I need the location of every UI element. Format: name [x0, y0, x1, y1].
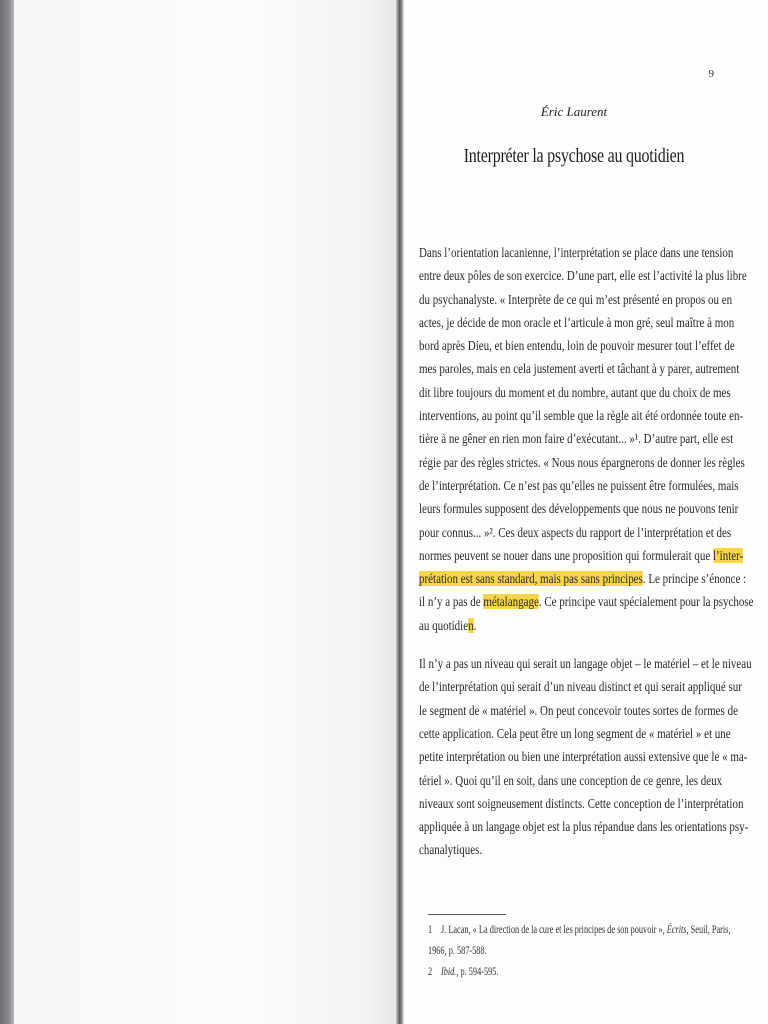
highlighted-text: prétation est sans standard, mais pas sans principes [419, 571, 643, 587]
text-line: leurs formules supposent des développements que nous ne pouvons tenir [419, 501, 739, 517]
text-line: du psychanalyste. « Interprète de ce qui m’est présenté en propos ou en [419, 291, 733, 307]
author-name: Éric Laurent [540, 104, 608, 119]
text-line: appliquée à un langage objet est la plus répandue dans les orientations psy- [419, 819, 749, 835]
line-text: au quotidie [419, 617, 469, 633]
line-text: . Le principe s’énonce : [642, 571, 747, 587]
text-line: interventions, au point qu’il semble que la règle ait été ordonnée toute en- [419, 408, 744, 424]
highlighted-text: l’inter- [712, 547, 744, 563]
text-line: de l’interprétation qui serait d’un niveau distinct et qui serait appliqué sur [419, 679, 742, 695]
line-text: . [473, 617, 477, 633]
paragraph-2 [419, 652, 752, 862]
text-line: petite interprétation ou bien une interprétation aussi extensive que le « ma- [419, 749, 748, 765]
left-page-blank [14, 0, 398, 1024]
text-line: actes, je décide de mon oracle et l’articule à mon gré, seul maître à mon [419, 314, 735, 330]
text-line: Dans l’orientation lacanienne, l’interprétation se place dans une tension [419, 245, 734, 260]
footnote-divider [428, 914, 506, 915]
text-line: cette application. Cela peut être un long segment de « matériel » et une [419, 725, 731, 741]
text-line [419, 614, 717, 637]
text-line: le segment de « matériel ». On peut concevoir toutes sortes de formes de [419, 702, 738, 718]
text-line: tière à ne gêner en rien mon faire d’exécutant... »¹. D’autre part, elle est [419, 431, 734, 447]
paragraph-1 [419, 241, 754, 637]
line-text: il n’y a pas de [419, 594, 484, 610]
text-line [419, 567, 747, 590]
footnote-italic: Ibid. [440, 966, 457, 978]
text-line: pour connus... »². Ces deux aspects du rapport de l’interprétation et des [419, 524, 732, 540]
footnote-2 [428, 962, 690, 983]
text-line: niveaux sont soigneusement distincts. Cette conception de l’interprétation [419, 795, 744, 811]
chapter-title: Interpréter la psychose au quotidien [463, 145, 685, 167]
text-line [419, 590, 754, 613]
footnote-number: 2 [428, 966, 433, 978]
text-line: bord après Dieu, et bien entendu, loin de pouvoir mesurer tout l’effet de [419, 338, 735, 354]
footnote-number: 1 [428, 924, 433, 936]
highlighted-text: métalangage [483, 594, 539, 610]
text-line: Il n’y a pas un niveau qui serait un langage objet – le matériel – et le niveau [419, 656, 752, 672]
highlighted-text: n [468, 617, 474, 633]
book-gutter [396, 0, 404, 1024]
body-text [419, 241, 754, 862]
text-line: mes paroles, mais en cela justement averti et tâchant à y parer, autrement [419, 361, 740, 377]
text-line: tériel ». Quoi qu’il en soit, dans une conception de ce genre, les deux [419, 772, 723, 788]
footnote-text: , p. 594-595. [456, 966, 499, 978]
line-text: normes peuvent se nouer dans une proposition qui formulerait que [419, 547, 713, 563]
text-line: de l’interprétation. Ce n’est pas qu’elles ne puissent être formulées, mais [419, 477, 739, 493]
text-line: chanalytiques. [419, 842, 483, 858]
line-text: . Ce principe vaut spécialement pour la psychose [538, 594, 754, 610]
footnote-text: J. Lacan, « La direction de la cure et les principes de son pouvoir », [440, 924, 667, 936]
footnote-text: 1966, p. 587-588. [428, 945, 487, 957]
text-line: entre deux pôles de son exercice. D’une part, elle est l’activité la plus libre [419, 268, 747, 284]
scan-edge-shadow [0, 0, 14, 1024]
footnote-text: , Seuil, Paris, [686, 924, 731, 936]
footnotes [428, 920, 731, 983]
page-number: 9 [708, 68, 714, 80]
text-line: régie par des règles strictes. « Nous nous épargnerons de donner les règles [419, 454, 745, 470]
footnote-1 [428, 920, 731, 941]
text-line: dit libre toujours du moment et du nombre, autant que du choix de mes [419, 384, 731, 400]
text-line [419, 544, 744, 567]
footnote-1-continued [428, 941, 690, 962]
footnote-italic: Écrits [666, 924, 687, 936]
